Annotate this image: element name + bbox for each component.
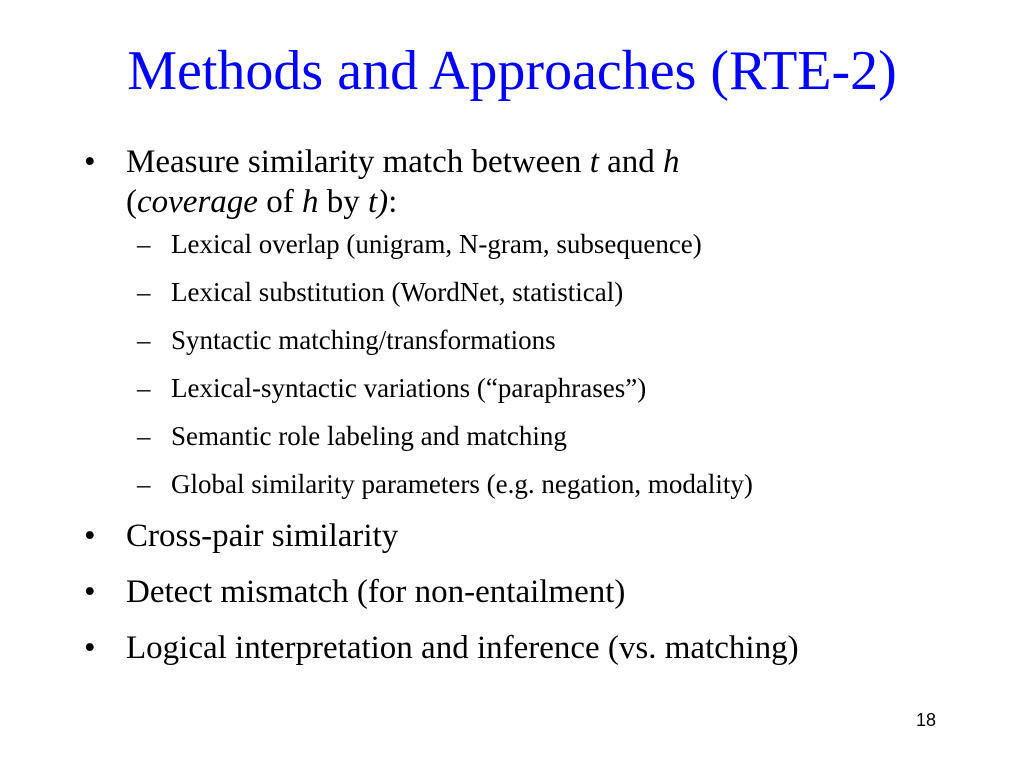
sub-item-lexical-syntactic [126, 372, 984, 404]
bullet-text: Detect mismatch (for non-entailment) [126, 574, 626, 610]
bullet-dot-icon: • [84, 630, 96, 666]
sub-item-semantic-role [126, 420, 984, 452]
bullet-text-and: and [598, 144, 664, 180]
bullet-dot-icon: • [84, 574, 96, 610]
bullet-colon: : [388, 184, 398, 220]
bullet-coverage: coverage [137, 184, 258, 220]
sub-item-label: Lexical overlap (unigram, N-gram, subsequence) [171, 229, 702, 259]
bullet-text-by: by [318, 184, 368, 220]
bullet-text-part: Measure similarity match between [126, 144, 590, 180]
bullet-var-h2: h [301, 184, 319, 220]
dash-icon: – [137, 229, 151, 259]
bullet-item-cross-pair [84, 516, 984, 556]
bullet-var-t2: t) [367, 184, 389, 220]
sub-item-syntactic-matching [126, 324, 984, 356]
sub-item-lexical-substitution [126, 276, 984, 308]
bullet-item-logical-interpretation [84, 628, 984, 668]
bullet-item-detect-mismatch [84, 572, 984, 612]
dash-icon: – [137, 325, 151, 355]
bullet-item-measure-similarity [84, 142, 984, 500]
sub-bullet-list [126, 228, 984, 500]
sub-item-label: Lexical substitution (WordNet, statistical) [171, 277, 624, 307]
dash-icon: – [137, 469, 151, 499]
sub-item-label: Syntactic matching/transformations [171, 325, 556, 355]
bullet-var-t: t [589, 144, 599, 180]
sub-item-label: Global similarity parameters (e.g. negation, modality) [171, 469, 753, 499]
bullet-text: Logical interpretation and inference (vs. matching) [126, 630, 799, 666]
sub-item-global-similarity [126, 468, 984, 500]
sub-item-label: Semantic role labeling and matching [171, 421, 567, 451]
dash-icon: – [137, 277, 151, 307]
bullet-dot-icon: • [84, 144, 96, 180]
bullet-open-paren: ( [126, 184, 137, 220]
dash-icon: – [137, 421, 151, 451]
dash-icon: – [137, 373, 151, 403]
sub-item-label: Lexical-syntactic variations (“paraphrases”) [171, 373, 647, 403]
bullet-text: Cross-pair similarity [126, 518, 399, 554]
slide-title: Methods and Approaches (RTE-2) [127, 40, 897, 102]
bullet-var-h: h [663, 144, 680, 180]
page-number: 18 [915, 710, 936, 730]
bullet-list [84, 142, 984, 684]
bullet-text-of: of [257, 184, 302, 220]
bullet-dot-icon: • [84, 518, 96, 554]
sub-item-lexical-overlap [126, 228, 984, 260]
